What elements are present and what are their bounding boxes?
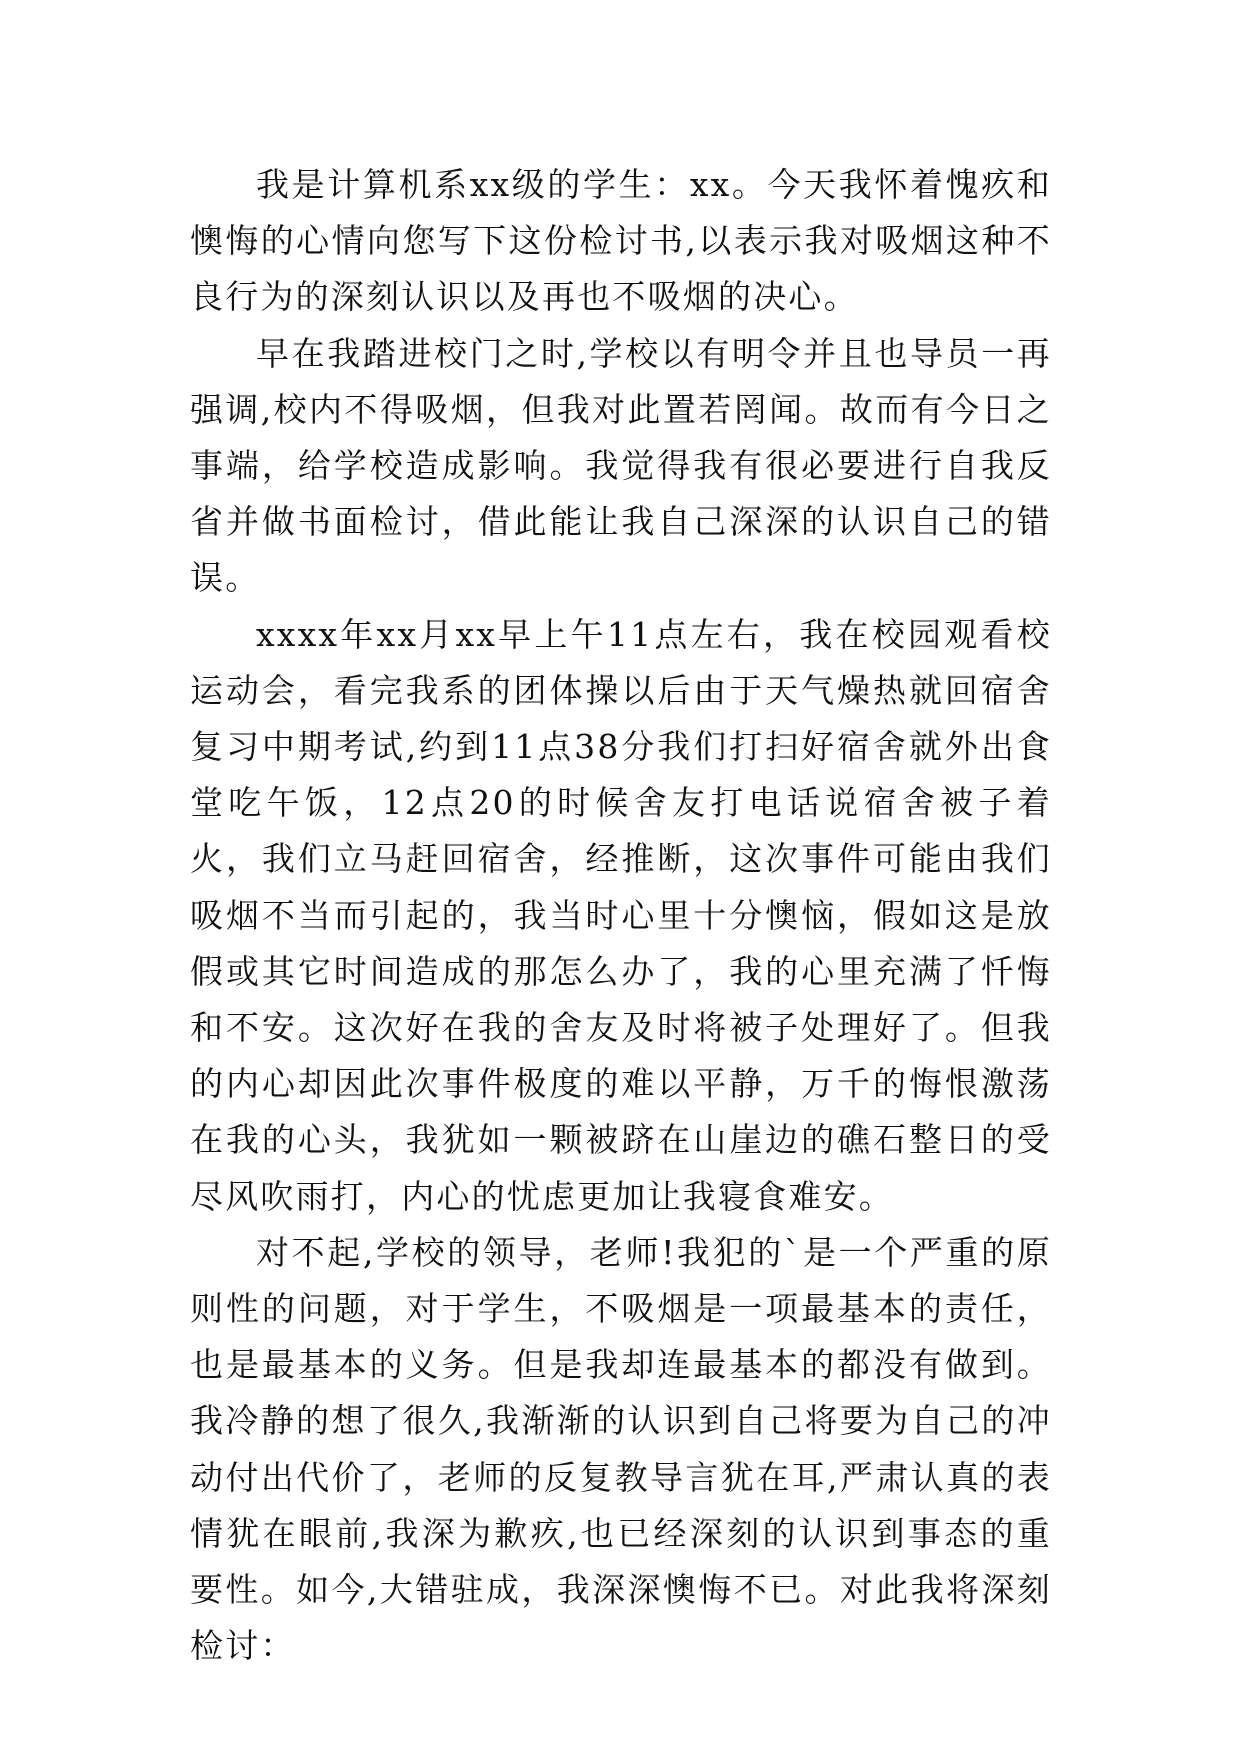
- document-body: [190, 157, 1052, 1674]
- paragraph-3: xxxx年xx月xx早上午11点左右，我在校园观看校运动会，看完我系的团体操以后由于天气燥热就回宿舍复习中期考试,约到11点38分我们打扫好宿舍就外出食堂吃午饭，12点20的时候舍友打电话说宿舍被子着火，我们立马赶回宿舍，经推断，这次事件可能由我们吸烟不当而引起的，我当时心里十分懊恼，假如这是放假或其它时间造成的那怎么办了，我的心里充满了忏悔和不安。这次好在我的舍友及时将被子处理好了。但我的内心却因此次事件极度的难以平静，万千的悔恨激荡在我的心头，我犹如一颗被跻在山崖边的礁石整日的受尽风吹雨打，内心的忧虑更加让我寝食难安。: [190, 614, 1052, 1216]
- paragraph-4: 对不起,学校的领导，老师!我犯的`是一个严重的原则性的问题，对于学生，不吸烟是一项最基本的责任，也是最基本的义务。但是我却连最基本的都没有做到。我冷静的想了很久,我渐渐的认识到自己将要为自己的冲动付出代价了，老师的反复教导言犹在耳,严肃认真的表情犹在眼前,我深为歉疚,也已经深刻的认识到事态的重要性。如今,大错驻成，我深深懊悔不已。对此我将深刻检讨：: [190, 1232, 1052, 1666]
- paragraph-2: 早在我踏进校门之时,学校以有明令并且也导员一再强调,校内不得吸烟，但我对此置若罔闻。故而有今日之事端，给学校造成影响。我觉得我有很必要进行自我反省并做书面检讨，借此能让我自己深深的认识自己的错误。: [190, 333, 1052, 598]
- paragraph-1: 我是计算机系xx级的学生：xx。今天我怀着愧疚和懊悔的心情向您写下这份检讨书,以表示我对吸烟这种不良行为的深刻认识以及再也不吸烟的决心。: [190, 165, 1052, 317]
